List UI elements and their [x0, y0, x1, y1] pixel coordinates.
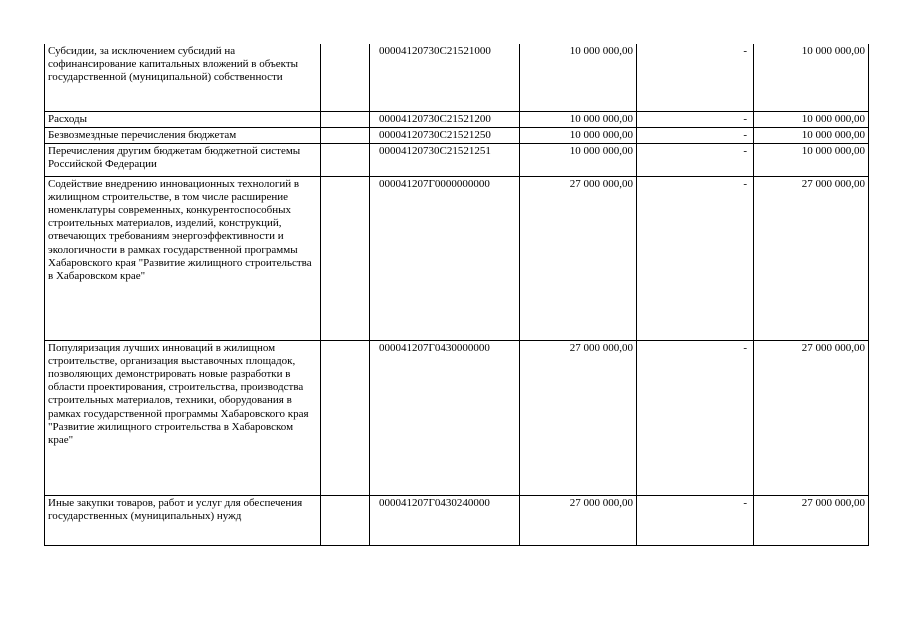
row-code: 00004120730С21521250: [370, 127, 520, 143]
row-amount: 27 000 000,00: [520, 176, 637, 340]
row-executed: -: [637, 127, 754, 143]
row-executed: -: [637, 111, 754, 127]
table-row: [45, 340, 869, 495]
row-remainder: 10 000 000,00: [754, 143, 869, 176]
table-row: [45, 127, 869, 143]
row-code: 000041207Г0430000000: [370, 340, 520, 495]
row-name: Безвозмездные перечисления бюджетам: [45, 127, 321, 143]
budget-table: [44, 44, 869, 546]
row-executed: -: [637, 176, 754, 340]
row-amount: 10 000 000,00: [520, 111, 637, 127]
row-code: 00004120730С21521200: [370, 111, 520, 127]
row-remainder: 27 000 000,00: [754, 340, 869, 495]
row-remainder: 10 000 000,00: [754, 127, 869, 143]
row-name: Перечисления другим бюджетам бюджетной системы Российской Федерации: [45, 143, 321, 176]
row-remainder: 10 000 000,00: [754, 111, 869, 127]
row-amount: 27 000 000,00: [520, 495, 637, 545]
empty-cell: [321, 143, 370, 176]
row-amount: 10 000 000,00: [520, 44, 637, 111]
row-amount: 27 000 000,00: [520, 340, 637, 495]
row-remainder: 10 000 000,00: [754, 44, 869, 111]
table-row: [45, 176, 869, 340]
empty-cell: [321, 340, 370, 495]
empty-cell: [321, 176, 370, 340]
empty-cell: [321, 111, 370, 127]
row-code: 00004120730С21521251: [370, 143, 520, 176]
row-remainder: 27 000 000,00: [754, 495, 869, 545]
row-code: 000041207Г0430240000: [370, 495, 520, 545]
row-name: Содействие внедрению инновационных технологий в жилищном строительстве, в том числе расширение номенклатуры современных, конкурентоспособных строительных материалов, изделий, конструкций, отвечающих требованиям энергоэффективности и экологичности в рамках государственной программы Хабаровского края "Развитие жилищного строительства в Хабаровском крае": [45, 176, 321, 340]
table-row: [45, 495, 869, 545]
row-amount: 10 000 000,00: [520, 127, 637, 143]
table-row: [45, 111, 869, 127]
empty-cell: [321, 495, 370, 545]
table-row: [45, 44, 869, 111]
empty-cell: [321, 127, 370, 143]
table-row: [45, 143, 869, 176]
row-name: Расходы: [45, 111, 321, 127]
row-name: Субсидии, за исключением субсидий на софинансирование капитальных вложений в объекты государственной (муниципальной) собственности: [45, 44, 321, 111]
row-executed: -: [637, 495, 754, 545]
row-executed: -: [637, 44, 754, 111]
row-code: 000041207Г0000000000: [370, 176, 520, 340]
row-remainder: 27 000 000,00: [754, 176, 869, 340]
row-name: Популяризация лучших инноваций в жилищном строительстве, организация выставочных площадок, позволяющих демонстрировать новые разработки в области проектирования, строительства, производства строительных материалов, техники, оборудования в рамках государственной программы Хабаровского края "Развитие жилищного строительства в Хабаровском крае": [45, 340, 321, 495]
row-amount: 10 000 000,00: [520, 143, 637, 176]
row-executed: -: [637, 143, 754, 176]
row-code: 00004120730С21521000: [370, 44, 520, 111]
row-executed: -: [637, 340, 754, 495]
empty-cell: [321, 44, 370, 111]
row-name: Иные закупки товаров, работ и услуг для обеспечения государственных (муниципальных) нужд: [45, 495, 321, 545]
